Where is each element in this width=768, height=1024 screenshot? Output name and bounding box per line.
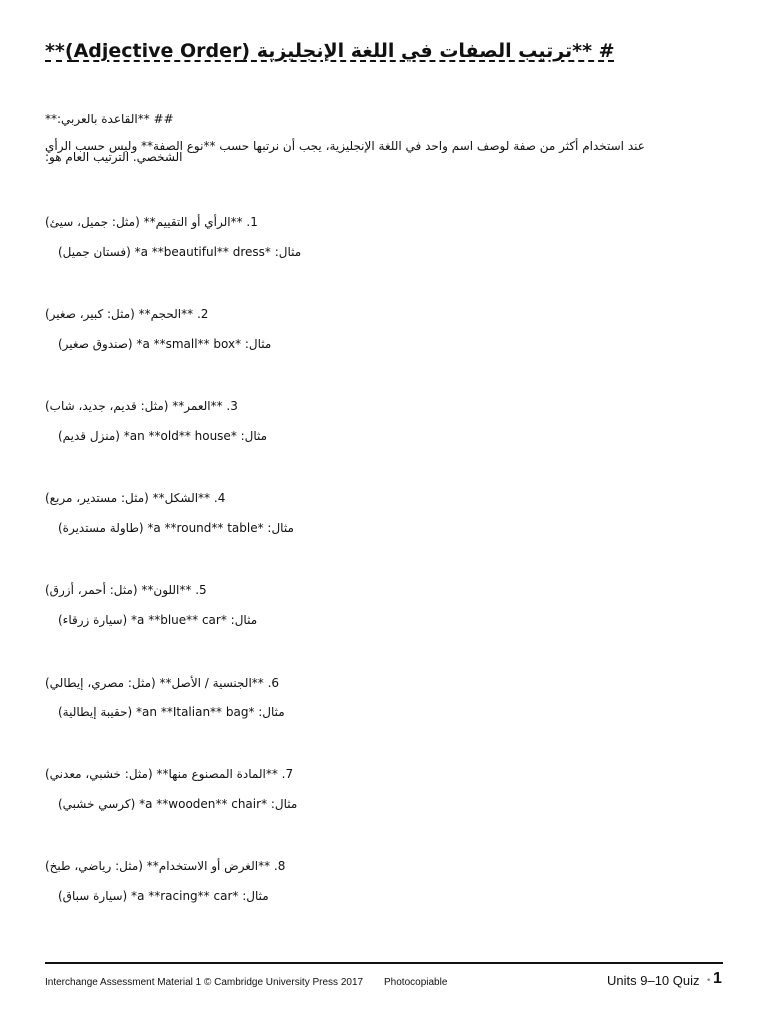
- list-item-heading: 3. **العمر** (مثل: قديم، جديد، شاب): [45, 399, 238, 413]
- footer-photocopiable: Photocopiable: [384, 977, 448, 988]
- page-number: 1: [713, 970, 722, 987]
- list-item-example: مثال: *a **round** table* (طاولة مستديرة): [58, 521, 294, 535]
- footer-divider: [45, 962, 723, 964]
- list-item-example: مثال: *an **old** house* (منزل قديم): [58, 429, 268, 443]
- footer-units-label: Units 9–10 Quiz: [607, 973, 700, 988]
- list-item-example: مثال: *a **blue** car* (سيارة زرقاء): [58, 613, 258, 627]
- list-item-example: مثال: *a **small** box* (صندوق صغير): [58, 337, 272, 351]
- list-item-heading: 2. **الحجم** (مثل: كبير، صغير): [45, 307, 209, 321]
- intro-paragraph: عند استخدام أكثر من صفة لوصف اسم واحد في اللغة الإنجليزية، يجب أن نرتبها حسب **نوع الصفة** وليس حسب الرأي الشخصي. الترتيب العام هو:: [45, 139, 645, 164]
- list-item-heading: 8. **الغرض أو الاستخدام** (مثل: رياضي، طبخ): [45, 859, 286, 873]
- list-item-heading: 6. **الجنسية / الأصل** (مثل: مصري، إيطالي): [45, 676, 280, 690]
- footer-bullet: •: [706, 976, 712, 986]
- list-item-example: مثال: *an **Italian** bag* (حقيبة إيطالية): [58, 705, 285, 719]
- footer-copyright: Interchange Assessment Material 1 © Cambridge University Press 2017: [45, 977, 364, 988]
- list-item-example: مثال: *a **wooden** chair* (كرسي خشبي): [58, 797, 298, 811]
- list-item-heading: 5. **اللون** (مثل: أحمر، أزرق): [45, 583, 207, 597]
- rule-subheading: ## **القاعدة بالعربي:**: [45, 112, 174, 126]
- list-item-example: مثال: *a **beautiful** dress* (فستان جميل): [58, 245, 302, 259]
- page-title: # **ترتيب الصفات في اللغة الإنجليزية (Adjective Order)**: [45, 40, 615, 62]
- list-item-heading: 1. **الرأي أو التقييم** (مثل: جميل، سيئ): [45, 215, 258, 229]
- list-item-example: مثال: *a **racing** car* (سيارة سباق): [58, 889, 269, 903]
- list-item-heading: 4. **الشكل** (مثل: مستدير، مربع): [45, 491, 226, 505]
- list-item-heading: 7. **المادة المصنوع منها** (مثل: خشبي، معدني): [45, 767, 294, 781]
